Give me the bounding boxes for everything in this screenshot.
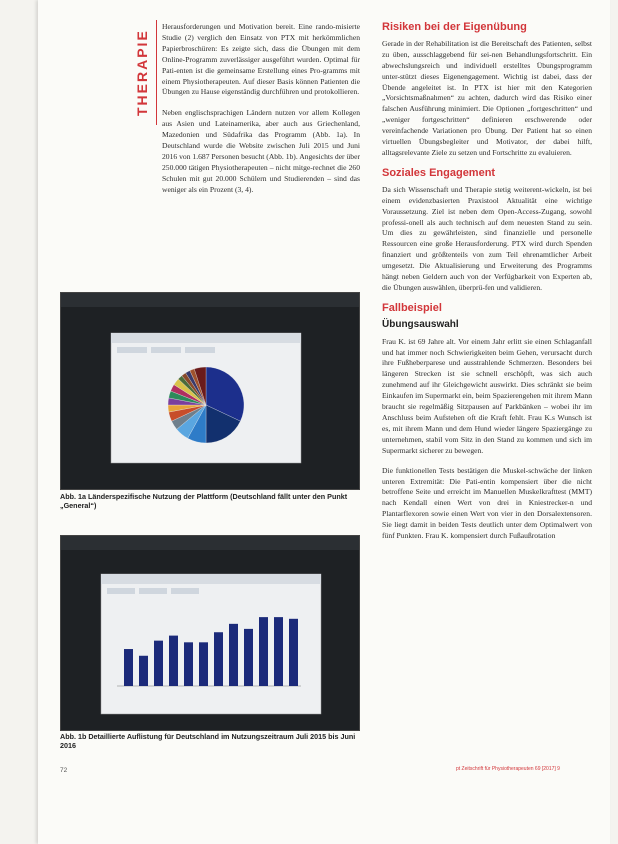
left-paragraph-2: Neben englischsprachigen Ländern nutzen vor allem Kollegen aus Asien und Lateinamerika, aber auch aus Griechenland, Mazedonien und Südafrika das Programm (Abb. 1a). In Deutschland wurde die Website zwischen Juli 2015 und Juni 2016 von 1.687 Personen besucht (Abb. 1b). Angesichts der über 250.000 tätigen Physiotherapeuten – nicht mitge-rechnet die 260 Schulen mit gut 20.000 Schülern und Studierenden – sind das weniger als ein Prozent (3, 4). (162, 108, 360, 194)
bar (289, 619, 298, 686)
page-number: 72 (60, 767, 68, 774)
paragraph-soziales-engagement: Da sich Wissenschaft und Therapie stetig weiterent-wickeln, ist bei einem evidenzbasierten Praxistool Aktualität eine wichtige Voraussetzung. Ziel ist neben dem Open-Access-Zugang, sowohl professi-onell als auch technisch auf dem neuesten Stand zu sein. Um dies zu gewährleisten, sind finanzielle und personelle Ressourcen eine große Herausforderung. PTX wird durch Spenden finanziert und größtenteils von zum Teil ehrenamtlicher Arbeit umgesetzt. Die Aktualisierung und Erweiterung des Programms hängt neben Geldern auch von der Verfügbarkeit von Experten ab, die Übungen auswählen, überprü-fen und validieren. (382, 184, 592, 292)
paragraph-fall-2: Die funktionellen Tests bestätigen die Muskel-schwäche der linken unteren Extremität: Die Pati-entin kompensiert über die nicht betroffene Seite und erreicht im Manuellen Muskelkrafttest (MMT) nach Kendall einen Wert von drei in Kniestrecker-n und Plantarflexoren sowie einen Wert von vier in den Dorsalextensoren. Sie liegt damit in beiden Tests deutlich unter dem Optimalwert von fünf Punkten. Frau K. kompensiert durch Fußaußrotation (382, 465, 592, 541)
paragraph-fall-1: Frau K. ist 69 Jahre alt. Vor einem Jahr erlitt sie einen Schlaganfall und hat immer noch Schwierigkeiten beim Gehen, verursacht durch ihre Fußheberparese und ausstrahlende Schmerzen. Besonders bei längeren Strecken ist sie schnell erschöpft, was sich auch zunehmend auf ihr Gleichgewicht auswirkt. Dies schränkt sie beim Einkaufen im Supermarkt ein, beim Spazierengehen mit ihrem Mann braucht sie regelmäßig Sitzpausen auf Parkbänken – wobei ihr im Anschluss beim Aufstehen oft die Kraft fehlt. Frau K.s Wunsch ist es, mit ihrem Mann und dem Hund wieder längere Spaziergänge zu unternehmen, stabil vom Sitz in den Stand zu kommen und sich im Supermarkt sicherer zu bewegen. (382, 336, 592, 455)
left-paragraph-1: Herausforderungen und Motivation bereit. Eine rando-misierte Studie (2) verglich den Einsatz von PTX mit herkömmlichen Papierbroschüren: Es zeigte sich, dass die Übungen mit dem Online-Programm zuverlässiger ausgeführt wurden. Optimal für Pati-enten ist die gemeinsame Erstellung eines Pro-gramms mit einem Physiotherapeuten. Auf dieser Basis können Patienten die Übungen zu Hause eigenständig durchführen und protokollieren. (162, 22, 360, 97)
figure-1b-svg (61, 536, 359, 730)
section-label: THERAPIE (134, 29, 150, 117)
heading-fallbeispiel: Fallbeispiel (382, 301, 442, 314)
bar (139, 656, 148, 686)
figure-1b-caption: Abb. 1b Detaillierte Auflistung für Deutschland im Nutzungszeitraum Juli 2015 bis Juni 2016 (60, 732, 356, 751)
figure-1b-screenshot (60, 535, 360, 731)
pie-chart (168, 367, 244, 443)
journal-footer: pt Zeitschrift für Physiotherapeuten 69 [2017] 9 (456, 766, 560, 772)
subheading-uebungsauswahl: Übungsauswahl (382, 318, 459, 330)
bar (274, 617, 283, 686)
figure-1a-svg (61, 293, 359, 489)
bar (199, 642, 208, 686)
bar (154, 641, 163, 686)
heading-risiken: Risiken bei der Eigenübung (382, 21, 527, 33)
bar (169, 636, 178, 686)
right-column (382, 22, 592, 551)
bar (184, 642, 193, 686)
left-column (162, 22, 360, 206)
bar (244, 629, 253, 686)
bar (229, 624, 238, 686)
figure-1a-caption: Abb. 1a Länderspezifische Nutzung der Plattform (Deutschland fällt unter den Punkt „General“) (60, 492, 348, 511)
bar (124, 649, 133, 686)
bar (259, 617, 268, 686)
bar (214, 632, 223, 686)
section-divider (156, 20, 157, 125)
figure-1a-screenshot (60, 292, 360, 490)
heading-soziales-engagement: Soziales Engagement (382, 166, 496, 179)
paragraph-risiken: Gerade in der Rehabilitation ist die Bereitschaft des Patienten, selbst zu üben, ausschlaggebend für sei-nen Behandlungsfortschritt. Ein abwechslungsreich und individuell erstelltes Übungsprogramm unter-stützt dieses Eigenengagement. Wichtig ist dabei, dass der Übende angeleitet ist. In PTX ist hier mit den Kategorien „Vorsichtsmaßnahmen“ zu achten, dadurch wird das Risiko einer falschen Ausführung minimiert. Die Optionen „fortgeschritten“ und „weniger fortgeschritten“ definieren erschwerende oder vereinfachende Variationen pro Übung. Der Patient hat so einen virtuellen Übungsbegleiter und Motivator, der dabei hilft, alltagsrelevante Ziele zu setzen und Fortschritte zu evaluieren. (382, 38, 592, 157)
